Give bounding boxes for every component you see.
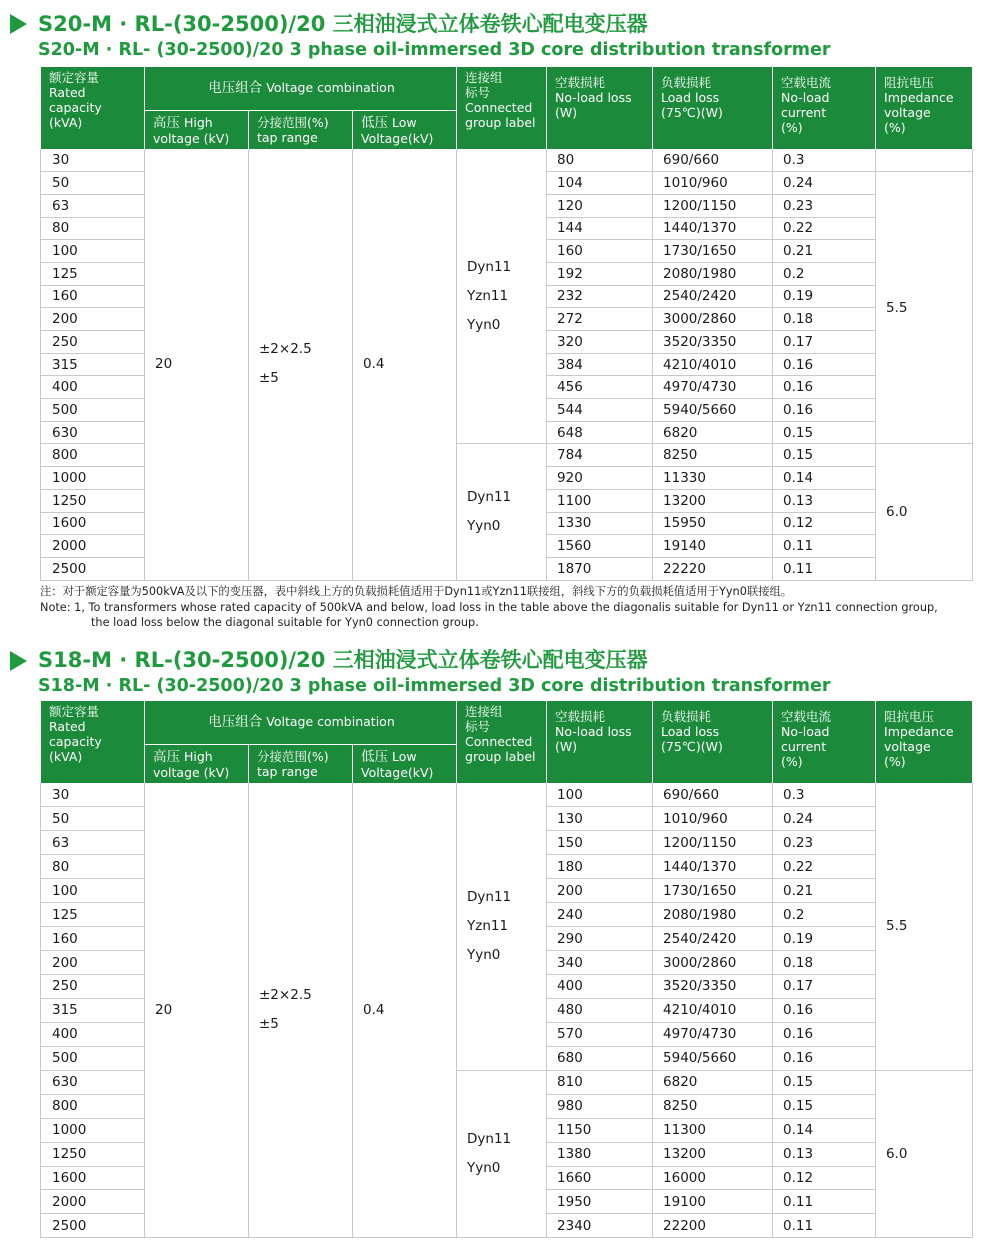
header-no-load-loss bbox=[547, 701, 653, 783]
cell-load-loss: 5940/5660 bbox=[653, 399, 773, 422]
cell-no-load-current: 0.13 bbox=[773, 1142, 876, 1166]
header-label-unit: (%) bbox=[884, 754, 906, 769]
cell-low-voltage: 0.4 bbox=[353, 149, 457, 580]
cell-no-load-current: 0.16 bbox=[773, 1022, 876, 1046]
cell-rated-capacity: 50 bbox=[41, 807, 145, 831]
header-label-en: Voltage combination bbox=[266, 80, 395, 96]
group-label-value: Dyn11 bbox=[467, 258, 512, 275]
header-label-en: tap range bbox=[257, 763, 318, 779]
cell-no-load-current: 0.13 bbox=[773, 489, 876, 512]
cell-rated-capacity: 500 bbox=[41, 399, 145, 422]
header-label-unit: (W) bbox=[555, 739, 578, 754]
header-label-cn: 连接组 bbox=[465, 704, 503, 719]
cell-no-load-loss: 120 bbox=[547, 194, 653, 217]
cell-rated-capacity: 2000 bbox=[41, 535, 145, 558]
cell-rated-capacity: 200 bbox=[41, 951, 145, 975]
cell-rated-capacity: 315 bbox=[41, 998, 145, 1022]
cell-no-load-current: 0.2 bbox=[773, 262, 876, 285]
cell-no-load-current: 0.18 bbox=[773, 308, 876, 331]
cell-no-load-loss: 192 bbox=[547, 262, 653, 285]
header-label-unit: (75℃)(W) bbox=[661, 105, 723, 120]
group-label-value: Yyn0 bbox=[467, 316, 501, 333]
header-label-en: Voltage combination bbox=[266, 714, 395, 730]
header-label-en: group label bbox=[465, 115, 536, 130]
cell-no-load-loss: 980 bbox=[547, 1094, 653, 1118]
cell-load-loss: 3000/2860 bbox=[653, 951, 773, 975]
table-row bbox=[41, 783, 973, 807]
cell-no-load-loss: 1870 bbox=[547, 557, 653, 580]
cell-load-loss: 11300 bbox=[653, 1118, 773, 1142]
cell-no-load-loss: 200 bbox=[547, 879, 653, 903]
cell-load-loss: 11330 bbox=[653, 467, 773, 490]
header-label-unit: (%) bbox=[781, 754, 803, 769]
cell-impedance-a: 5.5 bbox=[876, 783, 973, 1070]
cell-no-load-current: 0.22 bbox=[773, 855, 876, 879]
cell-impedance-b: 6.0 bbox=[876, 444, 973, 580]
header-impedance-voltage bbox=[876, 701, 973, 783]
cell-rated-capacity: 125 bbox=[41, 262, 145, 285]
cell-load-loss: 3520/3350 bbox=[653, 975, 773, 999]
tap-range-value: ±5 bbox=[259, 1016, 279, 1033]
cell-load-loss: 2540/2420 bbox=[653, 927, 773, 951]
header-label-cn: 电压组合 bbox=[208, 714, 263, 731]
header-impedance-voltage bbox=[876, 67, 973, 149]
tap-range-value: ±2×2.5 bbox=[259, 987, 312, 1004]
cell-impedance-b: 6.0 bbox=[876, 1070, 973, 1238]
cell-impedance-a: 5.5 bbox=[876, 172, 973, 444]
cell-no-load-loss: 680 bbox=[547, 1046, 653, 1070]
cell-rated-capacity: 2000 bbox=[41, 1190, 145, 1214]
cell-load-loss: 690/660 bbox=[653, 783, 773, 807]
cell-no-load-loss: 384 bbox=[547, 353, 653, 376]
cell-no-load-current: 0.16 bbox=[773, 998, 876, 1022]
cell-rated-capacity: 400 bbox=[41, 376, 145, 399]
note-en-line1: Note: 1, To transformers whose rated capacity of 500kVA and below, load loss in the table above the diagonalis suitable for Dyn11 or Yzn11 connection group, bbox=[40, 600, 938, 614]
header-label-cn: 负载损耗 bbox=[661, 709, 712, 724]
header-label-unit: (kVA) bbox=[49, 749, 83, 764]
header-label-en: voltage (kV) bbox=[153, 764, 230, 780]
group-label-value: Yyn0 bbox=[467, 1160, 501, 1177]
cell-no-load-loss: 1330 bbox=[547, 512, 653, 535]
header-connected-group bbox=[457, 67, 547, 149]
header-label-cn: 高压 bbox=[153, 114, 180, 131]
cell-no-load-loss: 400 bbox=[547, 975, 653, 999]
header-label-en: voltage bbox=[884, 739, 931, 754]
cell-rated-capacity: 80 bbox=[41, 217, 145, 240]
cell-no-load-current: 0.17 bbox=[773, 331, 876, 354]
cell-load-loss: 19100 bbox=[653, 1190, 773, 1214]
cell-rated-capacity: 800 bbox=[41, 444, 145, 467]
cell-no-load-loss: 1100 bbox=[547, 489, 653, 512]
section-title-en: S20-M · RL- (30-2500)/20 3 phase oil-immersed 3D core distribution transformer bbox=[38, 40, 831, 60]
cell-no-load-loss: 570 bbox=[547, 1022, 653, 1046]
header-label-en: Rated capacity bbox=[49, 719, 102, 749]
cell-load-loss: 4210/4010 bbox=[653, 353, 773, 376]
cell-rated-capacity: 2500 bbox=[41, 1214, 145, 1238]
cell-low-voltage: 0.4 bbox=[353, 783, 457, 1238]
cell-load-loss: 16000 bbox=[653, 1166, 773, 1190]
cell-no-load-current: 0.15 bbox=[773, 444, 876, 467]
cell-no-load-loss: 340 bbox=[547, 951, 653, 975]
header-label-en: Rated capacity bbox=[49, 85, 102, 115]
cell-no-load-current: 0.12 bbox=[773, 1166, 876, 1190]
cell-load-loss: 13200 bbox=[653, 1142, 773, 1166]
header-load-loss bbox=[653, 67, 773, 149]
header-no-load-current bbox=[773, 67, 876, 149]
header-label-cn: 阻抗电压 bbox=[884, 75, 935, 90]
cell-rated-capacity: 1600 bbox=[41, 1166, 145, 1190]
header-low-voltage bbox=[353, 744, 457, 783]
section-title-cn: S18-M · RL-(30-2500)/20 三相油浸式立体卷铁心配电变压器 bbox=[38, 648, 648, 672]
header-label-unit: (%) bbox=[884, 120, 906, 135]
cell-no-load-loss: 80 bbox=[547, 149, 653, 172]
cell-rated-capacity: 80 bbox=[41, 855, 145, 879]
cell-no-load-loss: 1150 bbox=[547, 1118, 653, 1142]
cell-no-load-current: 0.11 bbox=[773, 1190, 876, 1214]
tap-range-value: ±2×2.5 bbox=[259, 341, 312, 358]
header-label-unit: (kVA) bbox=[49, 115, 83, 130]
cell-rated-capacity: 1250 bbox=[41, 1142, 145, 1166]
header-label bbox=[361, 749, 450, 765]
cell-load-loss: 3000/2860 bbox=[653, 308, 773, 331]
cell-load-loss: 1440/1370 bbox=[653, 217, 773, 240]
header-label-cn: 低压 bbox=[361, 114, 388, 131]
cell-rated-capacity: 630 bbox=[41, 1070, 145, 1094]
cell-no-load-current: 0.3 bbox=[773, 783, 876, 807]
spec-table-s18 bbox=[40, 701, 973, 1238]
cell-rated-capacity: 630 bbox=[41, 421, 145, 444]
cell-rated-capacity: 125 bbox=[41, 903, 145, 927]
cell-tap-range bbox=[249, 149, 353, 580]
cell-load-loss: 8250 bbox=[653, 444, 773, 467]
cell-rated-capacity: 250 bbox=[41, 331, 145, 354]
cell-no-load-loss: 2340 bbox=[547, 1214, 653, 1238]
header-rated-capacity bbox=[41, 701, 145, 783]
cell-group-a bbox=[457, 149, 547, 444]
header-label-en: group label bbox=[465, 749, 536, 764]
header-label-en: voltage (kV) bbox=[153, 130, 230, 146]
cell-no-load-current: 0.18 bbox=[773, 951, 876, 975]
section-title-en: S18-M · RL- (30-2500)/20 3 phase oil-immersed 3D core distribution transformer bbox=[38, 676, 831, 696]
tap-range-value: ±5 bbox=[259, 370, 279, 387]
cell-no-load-loss: 784 bbox=[547, 444, 653, 467]
header-label-en: Impedance bbox=[884, 724, 954, 739]
spec-table-s20 bbox=[40, 67, 973, 581]
cell-impedance-blank bbox=[876, 149, 973, 172]
cell-no-load-current: 0.12 bbox=[773, 512, 876, 535]
cell-no-load-loss: 1660 bbox=[547, 1166, 653, 1190]
cell-load-loss: 13200 bbox=[653, 489, 773, 512]
cell-rated-capacity: 800 bbox=[41, 1094, 145, 1118]
cell-rated-capacity: 160 bbox=[41, 285, 145, 308]
cell-no-load-loss: 150 bbox=[547, 831, 653, 855]
header-label-unit: (75℃)(W) bbox=[661, 739, 723, 754]
cell-load-loss: 5940/5660 bbox=[653, 1046, 773, 1070]
cell-rated-capacity: 160 bbox=[41, 927, 145, 951]
header-high-voltage bbox=[145, 744, 249, 783]
cell-no-load-current: 0.24 bbox=[773, 172, 876, 195]
header-label-en: Voltage(kV) bbox=[361, 764, 434, 780]
cell-rated-capacity: 1000 bbox=[41, 1118, 145, 1142]
cell-no-load-current: 0.3 bbox=[773, 149, 876, 172]
cell-rated-capacity: 400 bbox=[41, 1022, 145, 1046]
section-title-cn: S20-M · RL-(30-2500)/20 三相油浸式立体卷铁心配电变压器 bbox=[38, 12, 648, 36]
cell-no-load-loss: 320 bbox=[547, 331, 653, 354]
cell-load-loss: 2080/1980 bbox=[653, 262, 773, 285]
cell-no-load-current: 0.24 bbox=[773, 807, 876, 831]
cell-load-loss: 22200 bbox=[653, 1214, 773, 1238]
cell-load-loss: 1010/960 bbox=[653, 172, 773, 195]
header-label-unit: (%) bbox=[781, 120, 803, 135]
cell-load-loss: 4970/4730 bbox=[653, 376, 773, 399]
header-label-en: Load loss bbox=[661, 90, 720, 105]
header-label-en: Low bbox=[391, 114, 417, 130]
header-label-en: No-load current bbox=[781, 90, 830, 120]
cell-no-load-loss: 130 bbox=[547, 807, 653, 831]
group-label-value: Dyn11 bbox=[467, 489, 512, 505]
cell-no-load-current: 0.22 bbox=[773, 217, 876, 240]
header-label-en: Load loss bbox=[661, 724, 720, 739]
header-voltage-combination bbox=[145, 701, 457, 744]
group-label-value: Yyn0 bbox=[467, 946, 501, 963]
cell-load-loss: 1200/1150 bbox=[653, 831, 773, 855]
header-load-loss bbox=[653, 701, 773, 783]
cell-load-loss: 8250 bbox=[653, 1094, 773, 1118]
cell-load-loss: 1010/960 bbox=[653, 807, 773, 831]
header-label-cn: 低压 bbox=[361, 748, 388, 765]
header-label-en: Connected bbox=[465, 734, 533, 749]
cell-no-load-current: 0.16 bbox=[773, 376, 876, 399]
header-label-en: Low bbox=[391, 748, 417, 764]
cell-no-load-current: 0.16 bbox=[773, 399, 876, 422]
header-label-en: No-load loss bbox=[555, 90, 632, 105]
header-no-load-loss bbox=[547, 67, 653, 149]
header-low-voltage bbox=[353, 110, 457, 149]
cell-rated-capacity: 1000 bbox=[41, 467, 145, 490]
header-label-cn: 分接范围(%) bbox=[257, 748, 329, 764]
header-label-cn: 分接范围(%) bbox=[257, 114, 329, 130]
cell-load-loss: 3520/3350 bbox=[653, 331, 773, 354]
header-label-cn: 高压 bbox=[153, 748, 180, 765]
cell-load-loss: 15950 bbox=[653, 512, 773, 535]
header-label-unit: (W) bbox=[555, 105, 578, 120]
header-connected-group bbox=[457, 701, 547, 783]
cell-no-load-loss: 290 bbox=[547, 927, 653, 951]
header-label-en: No-load loss bbox=[555, 724, 632, 739]
cell-load-loss: 1730/1650 bbox=[653, 879, 773, 903]
cell-no-load-current: 0.23 bbox=[773, 831, 876, 855]
cell-no-load-loss: 100 bbox=[547, 783, 653, 807]
header-label-en: Voltage(kV) bbox=[361, 130, 434, 146]
cell-load-loss: 6820 bbox=[653, 1070, 773, 1094]
cell-load-loss: 6820 bbox=[653, 421, 773, 444]
note-en-line2: the load loss below the diagonal suitable for Yyn0 connection group. bbox=[91, 616, 479, 629]
header-label-en: No-load current bbox=[781, 724, 830, 754]
header-label-cn: 标号 bbox=[465, 85, 491, 100]
cell-high-voltage: 20 bbox=[145, 149, 249, 580]
group-label-value: Yzn11 bbox=[467, 287, 509, 304]
cell-rated-capacity: 63 bbox=[41, 194, 145, 217]
header-label bbox=[153, 749, 242, 765]
header-label-cn: 空载损耗 bbox=[555, 709, 606, 724]
header-label-en: Impedance bbox=[884, 90, 954, 105]
group-label-value: Yzn11 bbox=[467, 917, 509, 934]
cell-rated-capacity: 2500 bbox=[41, 557, 145, 580]
cell-no-load-current: 0.16 bbox=[773, 353, 876, 376]
cell-no-load-loss: 810 bbox=[547, 1070, 653, 1094]
cell-rated-capacity: 200 bbox=[41, 308, 145, 331]
cell-load-loss: 1730/1650 bbox=[653, 240, 773, 263]
header-voltage-combination bbox=[145, 67, 457, 110]
cell-load-loss: 22220 bbox=[653, 557, 773, 580]
cell-rated-capacity: 315 bbox=[41, 353, 145, 376]
cell-no-load-loss: 456 bbox=[547, 376, 653, 399]
header-label-en: High bbox=[183, 114, 213, 130]
cell-no-load-current: 0.11 bbox=[773, 1214, 876, 1238]
table-row bbox=[41, 149, 973, 172]
header-label-cn: 空载电流 bbox=[781, 709, 832, 724]
cell-no-load-loss: 232 bbox=[547, 285, 653, 308]
cell-no-load-loss: 920 bbox=[547, 467, 653, 490]
header-label-cn: 电压组合 bbox=[208, 80, 263, 97]
cell-load-loss: 2540/2420 bbox=[653, 285, 773, 308]
cell-rated-capacity: 1250 bbox=[41, 489, 145, 512]
cell-rated-capacity: 30 bbox=[41, 149, 145, 172]
header-label-cn: 空载损耗 bbox=[555, 75, 606, 90]
cell-no-load-loss: 480 bbox=[547, 998, 653, 1022]
header-label bbox=[361, 115, 450, 131]
cell-no-load-loss: 180 bbox=[547, 855, 653, 879]
header-rated-capacity bbox=[41, 67, 145, 149]
cell-no-load-current: 0.14 bbox=[773, 1118, 876, 1142]
cell-no-load-current: 0.21 bbox=[773, 240, 876, 263]
cell-rated-capacity: 250 bbox=[41, 975, 145, 999]
header-label-cn: 连接组 bbox=[465, 70, 503, 85]
cell-no-load-loss: 1560 bbox=[547, 535, 653, 558]
cell-no-load-loss: 1950 bbox=[547, 1190, 653, 1214]
cell-no-load-loss: 1380 bbox=[547, 1142, 653, 1166]
cell-rated-capacity: 30 bbox=[41, 783, 145, 807]
cell-no-load-current: 0.2 bbox=[773, 903, 876, 927]
header-tap-range bbox=[249, 110, 353, 149]
group-label-value: Yyn0 bbox=[467, 518, 501, 534]
cell-rated-capacity: 100 bbox=[41, 879, 145, 903]
header-label-en: High bbox=[183, 748, 213, 764]
cell-no-load-loss: 544 bbox=[547, 399, 653, 422]
header-label-cn: 空载电流 bbox=[781, 75, 832, 90]
cell-load-loss: 690/660 bbox=[653, 149, 773, 172]
header-label-cn: 负载损耗 bbox=[661, 75, 712, 90]
cell-group-a bbox=[457, 783, 547, 1070]
cell-no-load-current: 0.23 bbox=[773, 194, 876, 217]
header-label-en: Connected bbox=[465, 100, 533, 115]
cell-no-load-current: 0.15 bbox=[773, 421, 876, 444]
cell-load-loss: 4970/4730 bbox=[653, 1022, 773, 1046]
header-label-cn: 额定容量 bbox=[49, 70, 100, 85]
cell-no-load-current: 0.17 bbox=[773, 975, 876, 999]
cell-no-load-current: 0.15 bbox=[773, 1094, 876, 1118]
group-label-value: Dyn11 bbox=[467, 888, 512, 905]
cell-no-load-current: 0.21 bbox=[773, 879, 876, 903]
cell-group-b bbox=[457, 1070, 547, 1238]
header-no-load-current bbox=[773, 701, 876, 783]
header-label-cn: 阻抗电压 bbox=[884, 709, 935, 724]
cell-rated-capacity: 50 bbox=[41, 172, 145, 195]
header-label-cn: 标号 bbox=[465, 719, 491, 734]
header-high-voltage bbox=[145, 110, 249, 149]
cell-load-loss: 4210/4010 bbox=[653, 998, 773, 1022]
cell-tap-range bbox=[249, 783, 353, 1238]
cell-group-b bbox=[457, 444, 547, 580]
table-note bbox=[40, 584, 938, 631]
cell-load-loss: 2080/1980 bbox=[653, 903, 773, 927]
cell-no-load-loss: 648 bbox=[547, 421, 653, 444]
cell-rated-capacity: 1600 bbox=[41, 512, 145, 535]
cell-no-load-current: 0.15 bbox=[773, 1070, 876, 1094]
cell-no-load-current: 0.19 bbox=[773, 927, 876, 951]
note-cn: 注：对于额定容量为500kVA及以下的变压器，表中斜线上方的负载损耗值适用于Dyn11或Yzn11联接组，斜线下方的负载损耗值适用于Yyn0联接组。 bbox=[40, 585, 793, 598]
cell-load-loss: 19140 bbox=[653, 535, 773, 558]
group-label-value: Dyn11 bbox=[467, 1131, 512, 1148]
cell-rated-capacity: 63 bbox=[41, 831, 145, 855]
cell-no-load-current: 0.11 bbox=[773, 535, 876, 558]
cell-rated-capacity: 100 bbox=[41, 240, 145, 263]
header-label-cn: 额定容量 bbox=[49, 704, 100, 719]
triangle-bullet-icon bbox=[10, 14, 27, 34]
cell-no-load-loss: 144 bbox=[547, 217, 653, 240]
cell-load-loss: 1200/1150 bbox=[653, 194, 773, 217]
cell-rated-capacity: 500 bbox=[41, 1046, 145, 1070]
cell-no-load-loss: 272 bbox=[547, 308, 653, 331]
cell-high-voltage: 20 bbox=[145, 783, 249, 1238]
cell-no-load-loss: 160 bbox=[547, 240, 653, 263]
header-label bbox=[153, 115, 242, 131]
cell-no-load-current: 0.19 bbox=[773, 285, 876, 308]
cell-no-load-loss: 240 bbox=[547, 903, 653, 927]
header-label-en: voltage bbox=[884, 105, 931, 120]
cell-no-load-current: 0.14 bbox=[773, 467, 876, 490]
cell-load-loss: 1440/1370 bbox=[653, 855, 773, 879]
cell-no-load-current: 0.16 bbox=[773, 1046, 876, 1070]
cell-no-load-current: 0.11 bbox=[773, 557, 876, 580]
cell-no-load-loss: 104 bbox=[547, 172, 653, 195]
header-tap-range bbox=[249, 744, 353, 783]
header-label-en: tap range bbox=[257, 129, 318, 145]
triangle-bullet-icon bbox=[10, 651, 27, 671]
